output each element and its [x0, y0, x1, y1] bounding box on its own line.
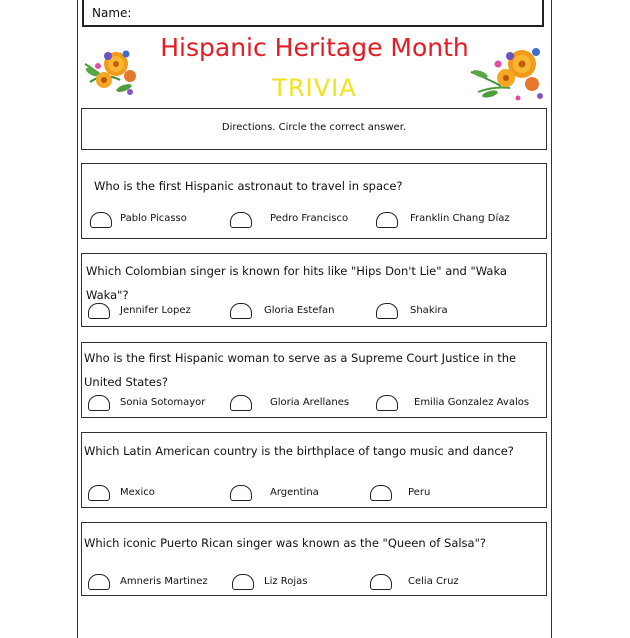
name-field[interactable]	[82, 0, 544, 27]
answer-option: Franklin Chang Díaz	[410, 213, 510, 224]
answer-oval-icon[interactable]	[88, 303, 110, 319]
answer-option: Mexico	[120, 487, 155, 498]
question-box	[81, 432, 547, 508]
answer-oval-icon[interactable]	[376, 395, 398, 411]
answer-option: Argentina	[270, 487, 319, 498]
answer-oval-icon[interactable]	[230, 485, 252, 501]
directions-text: Directions. Circle the correct answer.	[221, 122, 407, 133]
answer-oval-icon[interactable]	[230, 395, 252, 411]
answer-oval-icon[interactable]	[376, 303, 398, 319]
question-text: Which Latin American country is the birthplace of tango music and dance?	[84, 444, 514, 458]
answer-option: Pedro Francisco	[270, 213, 349, 224]
worksheet-subtitle: TRIVIA	[272, 74, 357, 102]
answer-oval-icon[interactable]	[90, 212, 112, 228]
answer-oval-icon[interactable]	[370, 574, 392, 590]
answer-option: Liz Rojas	[264, 576, 308, 587]
answer-oval-icon[interactable]	[88, 395, 110, 411]
answer-option: Gloria Arellanes	[270, 397, 350, 408]
worksheet-title: Hispanic Heritage Month	[160, 33, 469, 62]
answer-oval-icon[interactable]	[376, 212, 398, 228]
answer-option: Celia Cruz	[408, 576, 459, 587]
name-label: Name:	[92, 6, 132, 20]
answer-option: Sonia Sotomayor	[120, 397, 206, 408]
question-box	[81, 522, 547, 596]
directions-box	[81, 108, 547, 150]
question-box	[81, 163, 547, 239]
answer-option: Jennifer Lopez	[120, 305, 191, 316]
answer-oval-icon[interactable]	[230, 212, 252, 228]
question-box	[81, 253, 547, 327]
answer-oval-icon[interactable]	[88, 574, 110, 590]
question-box	[81, 342, 547, 418]
question-text: Which iconic Puerto Rican singer was known as the "Queen of Salsa"?	[84, 536, 486, 550]
answer-option: Shakira	[410, 305, 448, 316]
answer-option: Peru	[408, 487, 431, 498]
question-text: Who is the first Hispanic astronaut to travel in space?	[94, 179, 403, 193]
answer-option: Emilia Gonzalez Avalos	[414, 397, 530, 408]
answer-option: Gloria Estefan	[264, 305, 335, 316]
question-text: Who is the first Hispanic woman to serve as a Supreme Court Justice in the United States?	[84, 351, 517, 389]
question-text: Which Colombian singer is known for hits like "Hips Don't Lie" and "Waka Waka"?	[86, 264, 507, 302]
answer-oval-icon[interactable]	[232, 574, 254, 590]
answer-oval-icon[interactable]	[370, 485, 392, 501]
answer-oval-icon[interactable]	[230, 303, 252, 319]
answer-oval-icon[interactable]	[88, 485, 110, 501]
answer-option: Amneris Martinez	[120, 576, 208, 587]
answer-option: Pablo Picasso	[120, 213, 187, 224]
